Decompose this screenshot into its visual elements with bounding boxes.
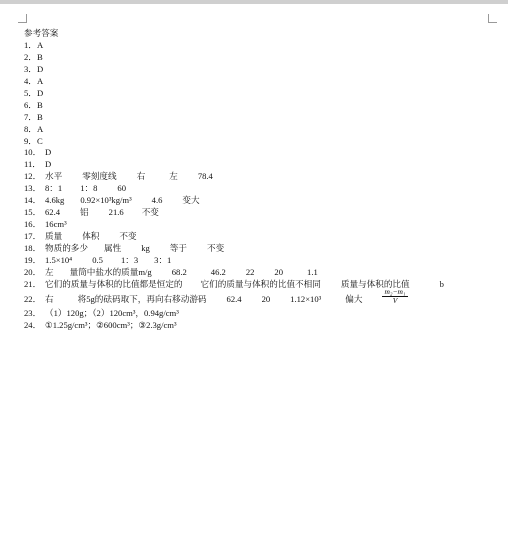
question-number: 24． <box>24 319 42 330</box>
answer-value: 它们的质量与体积的比值不相同 <box>200 278 321 289</box>
answer-value: A <box>37 123 44 134</box>
answer-line-9 <box>24 136 494 148</box>
answer-line-16 <box>24 219 494 231</box>
answer-value: 质量与体积的比值 <box>340 278 410 289</box>
answer-line-20 <box>24 267 494 279</box>
answer-value: 1.1 <box>307 266 318 277</box>
answer-value: 1：3 <box>120 254 139 265</box>
answer-value: 水平 <box>45 171 63 182</box>
answer-value: 16cm³ <box>45 219 67 230</box>
answer-value: 右 <box>45 293 54 304</box>
question-number: 6． <box>24 99 37 110</box>
answer-value: D <box>37 63 44 74</box>
answer-value: 不变 <box>206 242 225 253</box>
answer-line-13 <box>24 183 494 195</box>
question-number: 17． <box>24 231 42 241</box>
question-number: 4． <box>24 75 37 86</box>
answer-value: B <box>37 99 43 110</box>
answer-value: 体积 <box>82 231 100 241</box>
answer-line-15 <box>24 207 494 219</box>
answer-value: 质量 <box>45 231 63 241</box>
answer-value: C <box>37 135 43 146</box>
answer-value: D <box>45 159 52 170</box>
answer-value: 60 <box>117 183 126 194</box>
answer-value: 1.12×10³ <box>290 293 322 304</box>
answer-value: 偏大 <box>345 293 363 304</box>
question-number: 18． <box>24 242 42 253</box>
answer-line-18 <box>24 243 494 255</box>
question-number: 8． <box>24 123 37 134</box>
answer-line-10 <box>24 147 494 159</box>
answer-value: 20 <box>274 266 284 277</box>
answer-line-8 <box>24 124 494 136</box>
question-number: 10． <box>24 147 42 158</box>
answer-value: 将5g的砝码取下，再向右移动游码 <box>77 293 207 304</box>
answer-value: 22 <box>245 266 255 277</box>
answer-value: 属性 <box>103 242 122 253</box>
page-corner-mark-right <box>488 14 497 23</box>
question-number: 23． <box>24 307 42 318</box>
question-number: 9． <box>24 135 37 146</box>
answer-value: B <box>37 51 43 62</box>
answer-line-2 <box>24 52 494 64</box>
question-number: 1． <box>24 40 37 50</box>
density-formula-fraction <box>382 288 407 305</box>
question-number: 11． <box>24 159 41 170</box>
answer-value: B <box>37 111 43 122</box>
question-number: 3． <box>24 63 37 74</box>
answer-value: 左 <box>45 266 54 277</box>
answer-value: 4.6kg <box>45 195 65 206</box>
answer-line-14 <box>24 195 494 207</box>
answer-value: D <box>37 87 44 98</box>
question-number: 14． <box>24 195 42 206</box>
answer-line-23 <box>24 308 494 320</box>
answer-value: 它们的质量与体积的比值都是恒定的 <box>45 278 183 289</box>
answer-value: 62.4 <box>226 293 242 304</box>
answer-value: 1.5×10⁴ <box>45 254 73 265</box>
answer-value: 不变 <box>141 207 159 218</box>
answer-value: 左 <box>169 171 178 182</box>
question-number: 21． <box>24 278 42 289</box>
answer-value: kg <box>141 242 150 253</box>
answer-line-1 <box>24 40 494 52</box>
answer-value: 量筒中盐水的质量m/g <box>69 266 152 277</box>
answer-value: 3：1 <box>154 254 172 265</box>
question-number: 20． <box>24 266 42 277</box>
answer-value: 零刻度线 <box>82 171 117 182</box>
answer-line-6 <box>24 100 494 112</box>
answer-value: 20 <box>261 293 271 304</box>
question-number: 19． <box>24 254 42 265</box>
question-number: 5． <box>24 87 37 98</box>
answer-value: 铝 <box>80 207 89 218</box>
answer-line-22 <box>24 287 494 308</box>
answer-value: 等于 <box>169 242 187 253</box>
answer-value: A <box>37 40 44 50</box>
answer-value: 78.4 <box>197 171 213 182</box>
question-number: 7． <box>24 111 37 122</box>
answer-line-17 <box>24 231 494 243</box>
question-number: 15． <box>24 207 42 218</box>
answer-line-7 <box>24 112 494 124</box>
answer-value: 46.2 <box>210 266 226 277</box>
answer-value: 0.5 <box>92 254 103 265</box>
answer-line-12 <box>24 171 494 183</box>
fraction-denominator: V <box>392 296 398 306</box>
answer-line-19 <box>24 255 494 267</box>
answer-value: 0.92×10³kg/m³ <box>80 195 132 206</box>
answer-value: 8：1 <box>45 183 63 194</box>
answer-line-21 <box>24 279 494 291</box>
answer-line-11 <box>24 159 494 171</box>
answer-value: ①1.25g/cm³；②600cm³；③2.3g/cm³ <box>45 319 177 330</box>
page-title: 参考答案 <box>24 28 59 38</box>
answer-value: 68.2 <box>171 266 187 277</box>
answer-value: 变大 <box>182 195 200 206</box>
question-number: 13． <box>24 183 42 194</box>
answer-value: b <box>439 278 444 289</box>
answer-value: 21.6 <box>108 207 124 218</box>
question-number: 16． <box>24 219 42 230</box>
window-top-band <box>0 0 508 4</box>
document-body <box>24 28 494 332</box>
answer-line-4 <box>24 76 494 88</box>
answer-line-3 <box>24 64 494 76</box>
answer-value: D <box>45 147 52 158</box>
answer-value: A <box>37 75 44 86</box>
fraction-numerator: m₂−m₁ <box>384 287 406 297</box>
answer-value: 右 <box>136 171 146 182</box>
answer-value: 不变 <box>119 231 137 241</box>
answer-value: （1）120g；（2）120cm³，0.94g/cm³ <box>45 307 179 318</box>
answer-value: 4.6 <box>151 195 163 206</box>
answer-value: 1：8 <box>80 183 98 194</box>
answer-line-24 <box>24 320 494 332</box>
answer-value: 物质的多少 <box>45 242 88 253</box>
question-number: 22． <box>24 293 42 304</box>
answer-value: 62.4 <box>45 207 61 218</box>
question-number: 12． <box>24 171 42 182</box>
page-corner-mark-left <box>18 14 27 23</box>
question-number: 2． <box>24 51 37 62</box>
answer-line-5 <box>24 88 494 100</box>
